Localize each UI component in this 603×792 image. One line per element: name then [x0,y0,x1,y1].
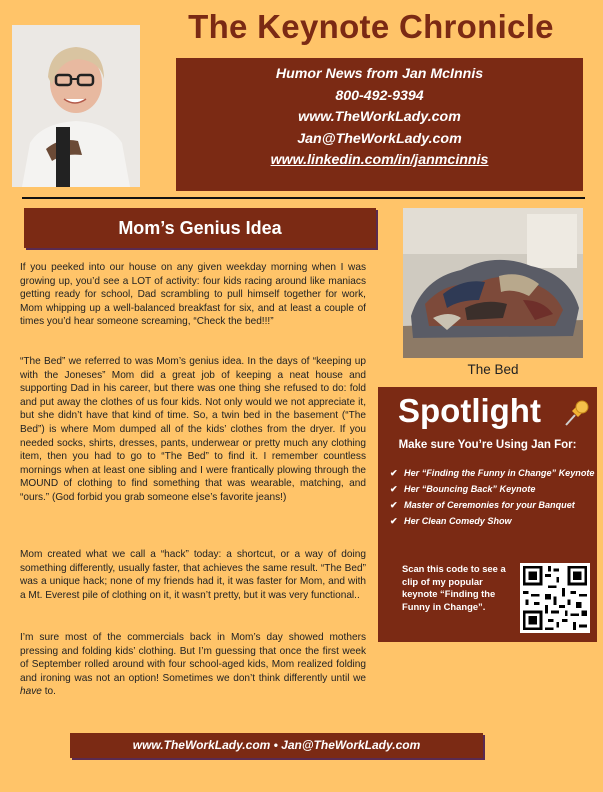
tagline: Humor News from Jan McInnis [275,66,484,82]
article-heading: Mom’s Genius Idea [24,208,376,248]
checkmark-icon: ✔ [390,516,398,526]
list-item [390,483,595,496]
spotlight-title: Spotlight [398,392,541,429]
author-photo [12,25,140,187]
qr-code[interactable] [520,563,590,633]
linkedin-link[interactable]: www.linkedin.com/in/janmcinnis [270,152,489,168]
phone-number: 800-492-9394 [335,87,424,104]
bed-photo [403,208,583,358]
photo-caption: The Bed [467,362,519,377]
newsletter-title: The Keynote Chronicle [188,8,554,45]
header-divider [22,197,585,199]
emphasis-text: have [20,686,42,698]
spotlight-subtitle: Make sure You’re Using Jan For: [398,439,577,451]
list-item [390,499,595,512]
qr-instructions: Scan this code to see a clip of my popular keynote “Finding the Funny in Change”. [402,563,506,612]
pushpin-icon [562,399,590,432]
list-item [390,515,595,528]
footer-contact: www.TheWorkLady.com • Jan@TheWorkLady.com [70,733,483,758]
list-item [390,467,595,480]
paragraph-end: to. [41,686,56,698]
website-link[interactable]: www.TheWorkLady.com [298,109,461,125]
checkmark-icon: ✔ [390,468,398,478]
service-label: Her “Finding the Funny in Change” Keynote [404,468,595,478]
paragraph-text: I’m sure most of the commercials back in Mom’s day showed mothers pressing and folding kids’ clothing. But I’m guessing that once the first week of September rolled around with four school-aged kids, Mom realized folding and ironing was not an option! Sometimes we don’t think differently until we [20,632,366,684]
email-link[interactable]: Jan@TheWorkLady.com [297,130,462,147]
article-paragraph-3: Mom created what we call a “hack” today: a shortcut, or a way of doing something differently, usually faster, that achieves the same result. “The Bed” was a unique hack; none of my friends had it, it was faster for Mom, and with a Mt. Everest pile of clothing on it, it wasn’t pretty, but it was very functional.. [20,549,366,601]
article-paragraph-2: “The Bed” we referred to was Mom’s genius idea. In the days of “keeping up with the Joneses” Mom did a great job of keeping a neat house and supporting Dad in his career, but there was one thing she refused to do: fold and put away the clothes of us four kids. Not only would we not appreciate it, but she didn’t have that kind of time. So, a twin bed in the basement (“The Bed”) is where Mom dumped all of the kids’ clothes from the dryer. If you needed socks, shirts, dresses, pants, underwear or pretty much any clothing item, then you had to go to “The Bed” to find it. I remember countless mornings when at least one sibling and I were frantically plowing through the MOUND of clothing to find something that was wearable, matching, and “ours.” (God forbid you grab someone else’s favorite jeans!) [20,356,366,503]
contact-box [176,58,583,191]
checkmark-icon: ✔ [390,500,398,510]
checkmark-icon: ✔ [390,484,398,494]
services-list [390,467,595,531]
article-paragraph-4 [20,631,366,699]
article-paragraph-1: If you peeked into our house on any given weekday morning when I was growing up, you’d see a LOT of activity: four kids racing around like maniacs getting ready for school, Dad scrambling to pull himself together for work, Mom whipping up a well-balanced breakfast for six, and at least a couple of times you’d hear someone screaming, “Check the bed!!!” [20,262,366,328]
service-label: Her Clean Comedy Show [404,516,512,526]
service-label: Master of Ceremonies for your Banquet [404,500,575,510]
spotlight-box [378,387,597,642]
service-label: Her “Bouncing Back” Keynote [404,484,536,494]
